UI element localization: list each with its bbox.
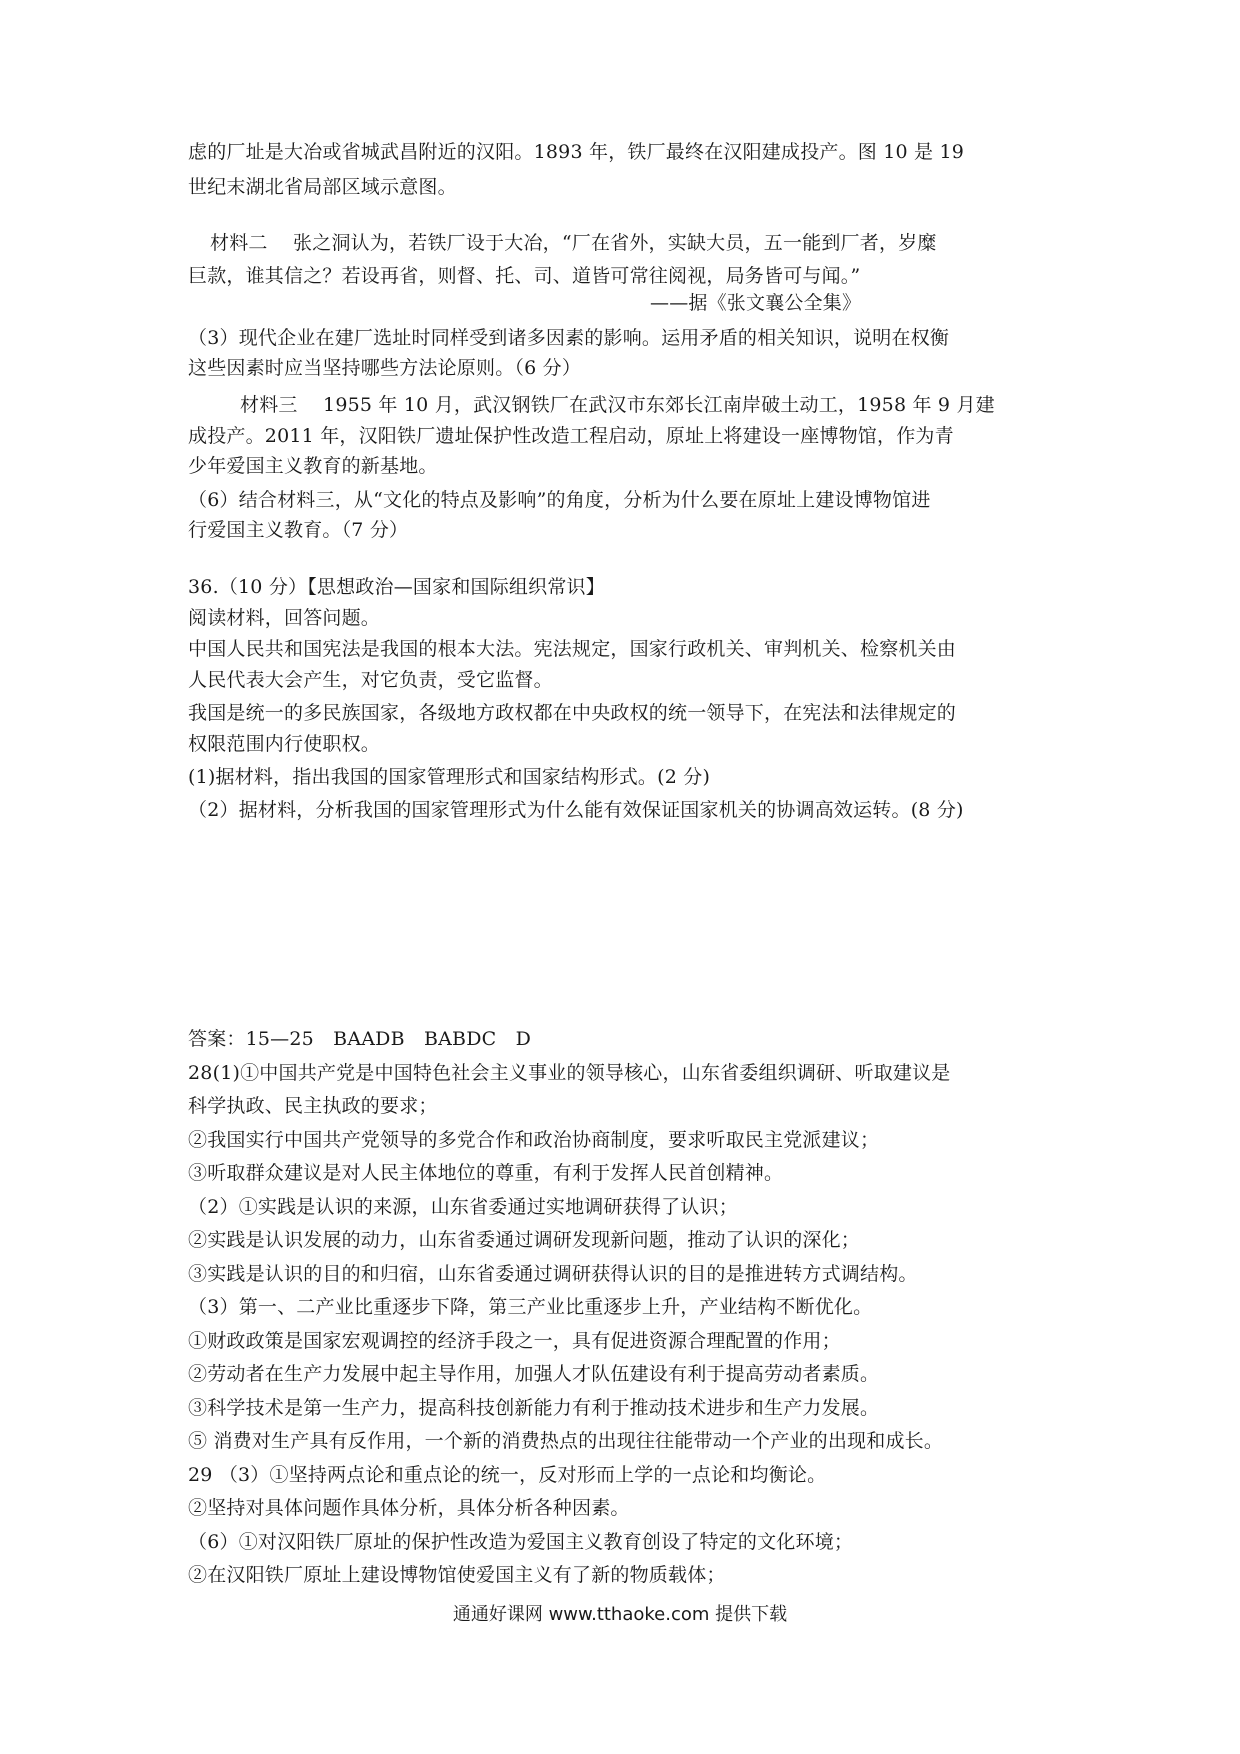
question-36-line: 人民代表大会产生，对它负责，受它监督。 <box>188 669 553 691</box>
answer-line: 28(1)①中国共产党是中国特色社会主义事业的领导核心，山东省委组织调研、听取建议是 <box>188 1062 951 1084</box>
material2-line-2: 巨款，谁其信之？若设再省，则督、托、司、道皆可常往阅视，局务皆可与闻。” <box>188 265 861 287</box>
question-36-line: 阅读材料，回答问题。 <box>188 607 381 629</box>
answer-line: 答案：15—25 BAADB BABDC D <box>188 1028 532 1050</box>
answer-line: （3）第一、二产业比重逐步下降，第三产业比重逐步上升，产业结构不断优化。 <box>188 1296 873 1318</box>
material3-line-1: 材料三 1955 年 10 月，武汉钢铁厂在武汉市东郊长江南岸破土动工，1958 年 9 月建 <box>240 394 995 416</box>
answer-line: ①财政政策是国家宏观调控的经济手段之一，具有促进资源合理配置的作用； <box>188 1330 841 1352</box>
intro-line-2: 世纪末湖北省局部区域示意图。 <box>188 176 457 198</box>
footer-download-note: 通通好课网 www.tthaoke.com 提供下载 <box>452 1604 788 1625</box>
question-3-line-1: （3）现代企业在建厂选址时同样受到诸多因素的影响。运用矛盾的相关知识，说明在权衡 <box>188 327 950 349</box>
intro-line-1: 虑的厂址是大冶或省城武昌附近的汉阳。1893 年，铁厂最终在汉阳建成投产。图 10 是 19 <box>188 141 965 163</box>
question-36-line: 中国人民共和国宪法是我国的根本大法。宪法规定，国家行政机关、审判机关、检察机关由 <box>188 638 957 660</box>
answer-line: 科学执政、民主执政的要求； <box>188 1095 438 1117</box>
material2-line-1: 材料二 张之洞认为，若铁厂设于大冶，“厂在省外，实缺大员，五一能到厂者，岁糜 <box>210 232 937 254</box>
answer-line: ③科学技术是第一生产力，提高科技创新能力有利于推动技术进步和生产力发展。 <box>188 1397 880 1419</box>
question-6-line-2: 行爱国主义教育。（7 分） <box>188 519 409 541</box>
material2-source: ——据《张文襄公全集》 <box>650 292 862 314</box>
answer-line: ②劳动者在生产力发展中起主导作用，加强人才队伍建设有利于提高劳动者素质。 <box>188 1363 880 1385</box>
material3-line-2: 成投产。2011 年，汉阳铁厂遗址保护性改造工程启动，原址上将建设一座博物馆，作为青 <box>188 425 954 447</box>
answer-line: ②我国实行中国共产党领导的多党合作和政治协商制度，要求听取民主党派建议； <box>188 1129 880 1151</box>
question-36-line: 权限范围内行使职权。 <box>188 733 381 755</box>
question-36-line: (1)据材料，指出我国的国家管理形式和国家结构形式。(2 分) <box>188 766 711 788</box>
answer-line: ③听取群众建议是对人民主体地位的尊重，有利于发挥人民首创精神。 <box>188 1162 784 1184</box>
question-36-title: 36.（10 分）【思想政治—国家和国际组织常识】 <box>188 576 605 598</box>
answer-line: 29 （3）①坚持两点论和重点论的统一，反对形而上学的一点论和均衡论。 <box>188 1464 827 1486</box>
answer-line: ②在汉阳铁厂原址上建设博物馆使爱国主义有了新的物质载体； <box>188 1564 726 1586</box>
question-6-line-1: （6）结合材料三，从“文化的特点及影响”的角度，分析为什么要在原址上建设博物馆进 <box>188 489 931 511</box>
question-3-line-2: 这些因素时应当坚持哪些方法论原则。（6 分） <box>188 357 582 379</box>
question-36-line: （2）据材料，分析我国的国家管理形式为什么能有效保证国家机关的协调高效运转。(8 分) <box>188 799 964 821</box>
question-36-line: 我国是统一的多民族国家，各级地方政权都在中央政权的统一领导下，在宪法和法律规定的 <box>188 702 957 724</box>
answer-line: ③实践是认识的目的和归宿，山东省委通过调研获得认识的目的是推进转方式调结构。 <box>188 1263 918 1285</box>
answer-line: （2）①实践是认识的来源，山东省委通过实地调研获得了认识； <box>188 1196 738 1218</box>
answer-line: ②坚持对具体问题作具体分析，具体分析各种因素。 <box>188 1497 630 1519</box>
answer-line: （6）①对汉阳铁厂原址的保护性改造为爱国主义教育创设了特定的文化环境； <box>188 1531 854 1553</box>
material3-line-3: 少年爱国主义教育的新基地。 <box>188 455 438 477</box>
answer-line: ⑤ 消费对生产具有反作用，一个新的消费热点的出现往往能带动一个产业的出现和成长。 <box>188 1430 944 1452</box>
answer-line: ②实践是认识发展的动力，山东省委通过调研发现新问题，推动了认识的深化； <box>188 1229 861 1251</box>
